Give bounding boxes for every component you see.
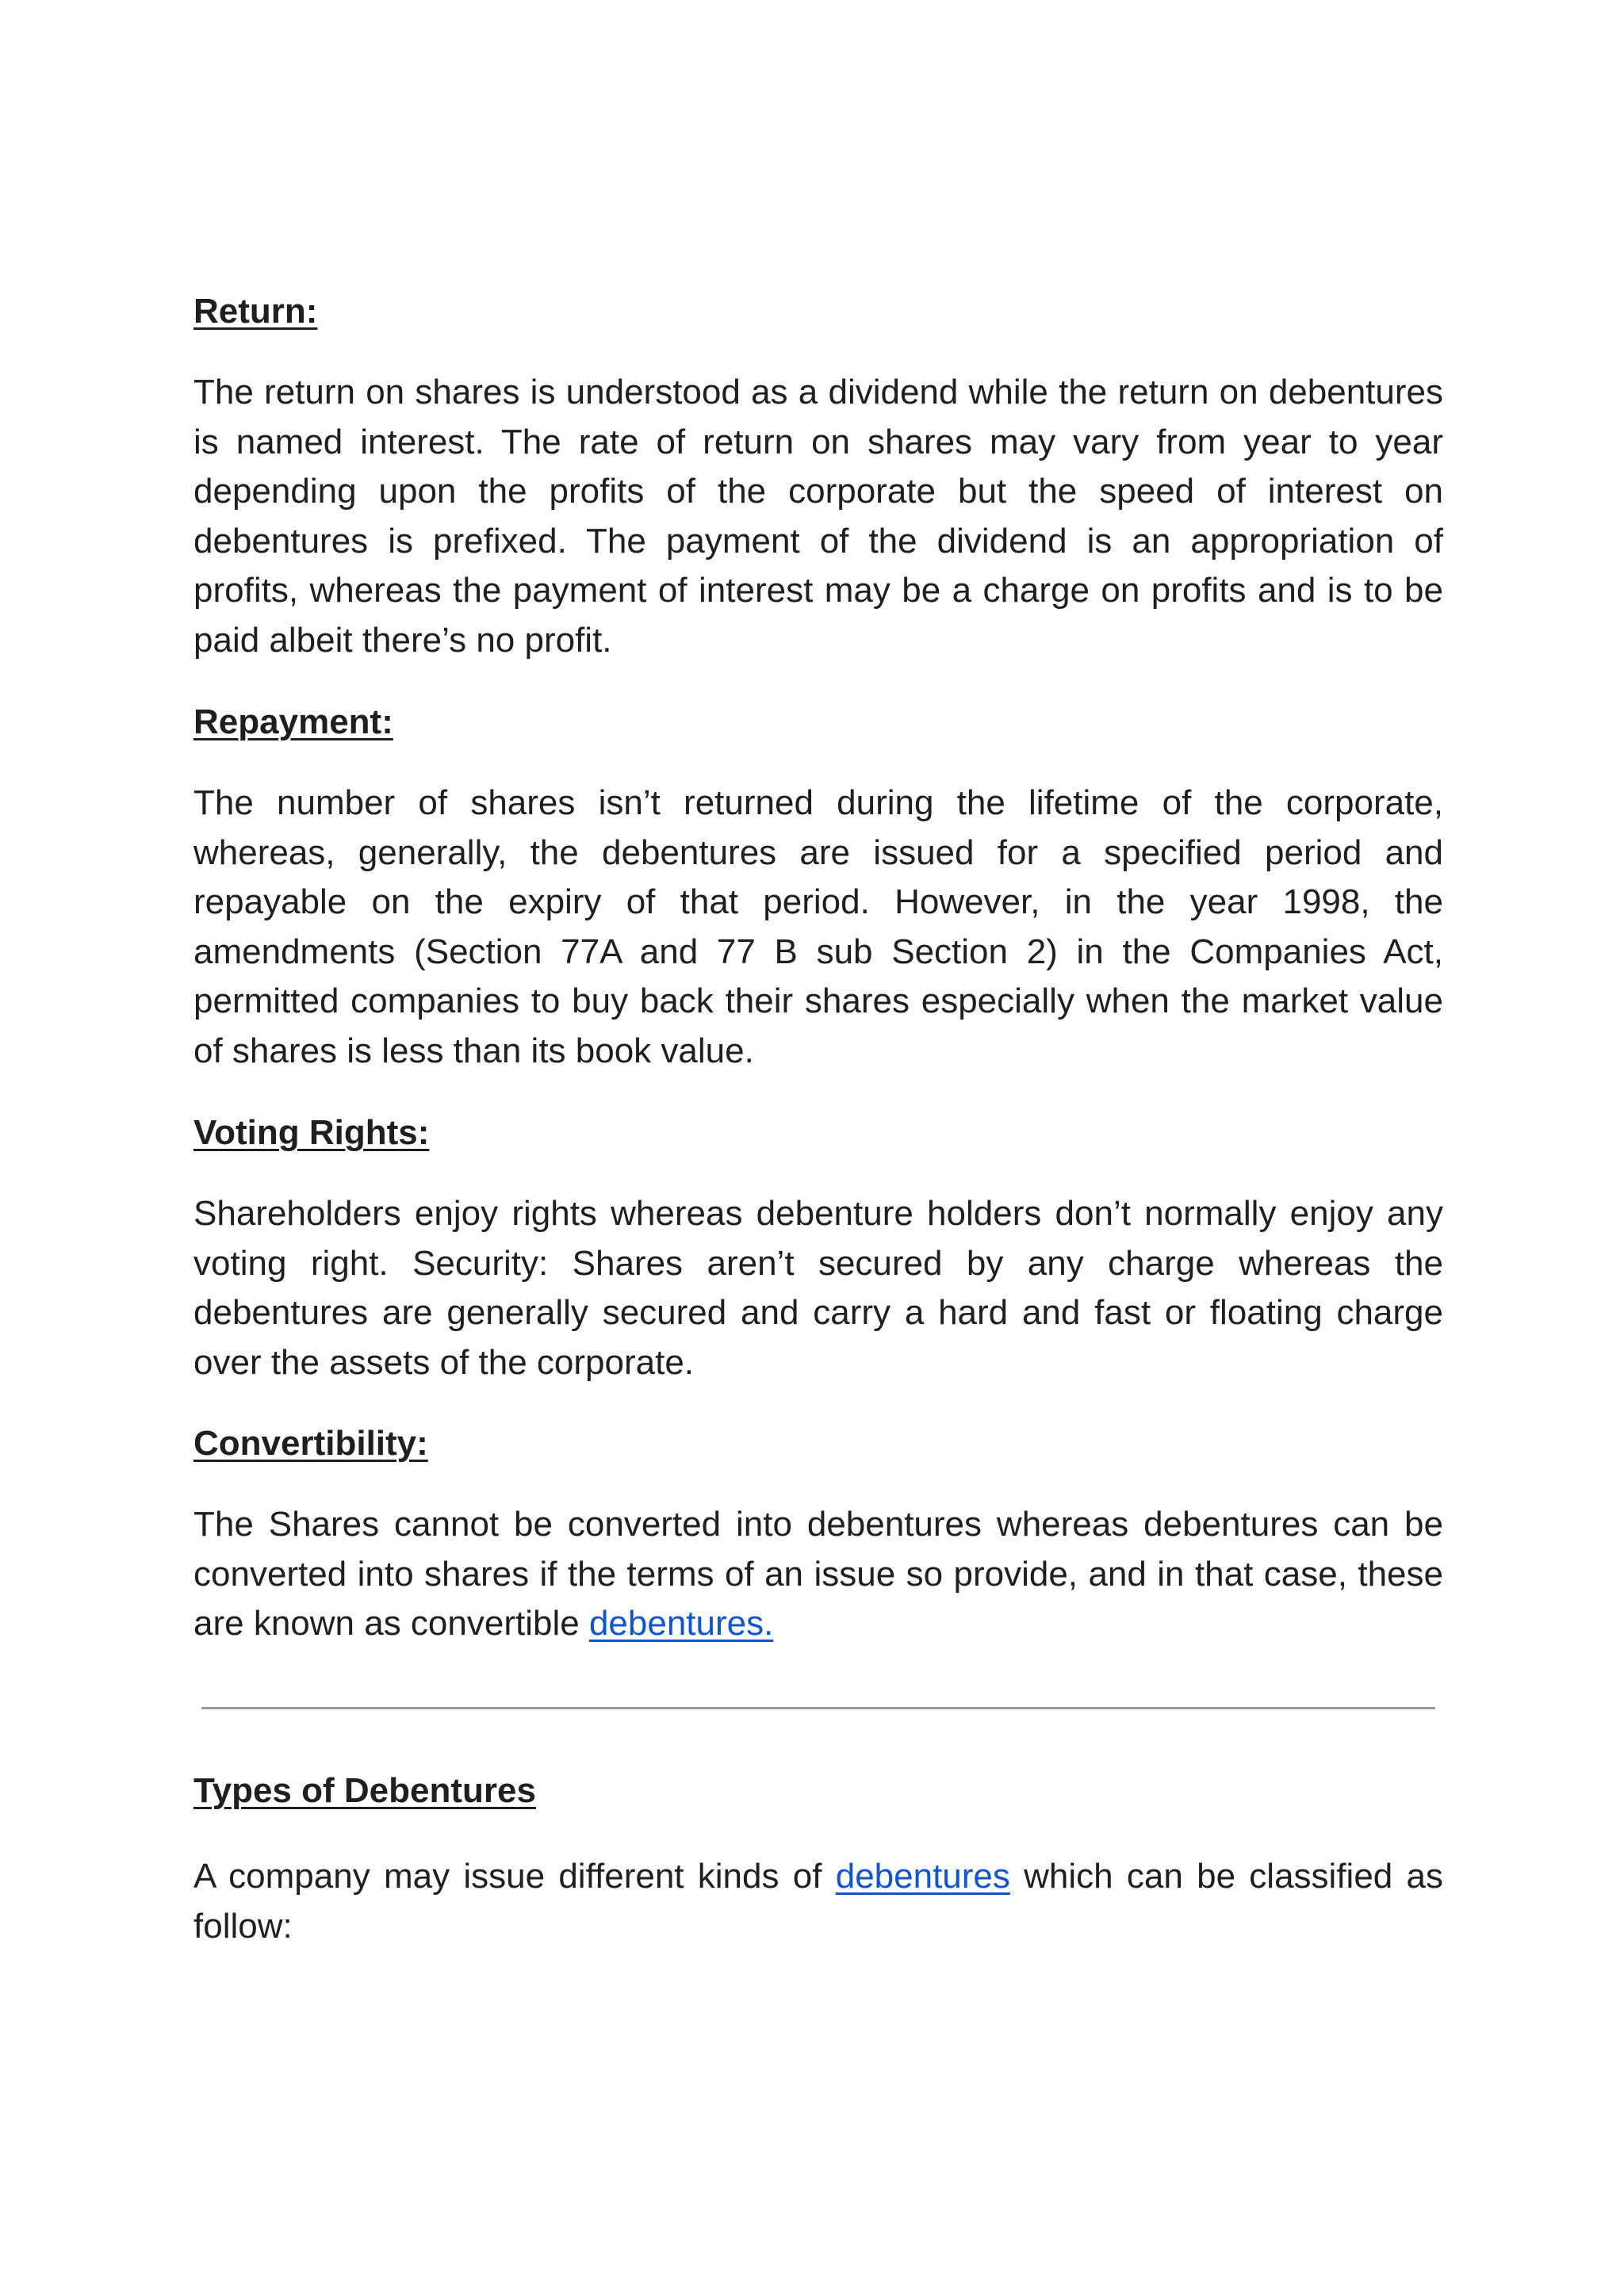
types-text-after: which can be classified as follow: xyxy=(193,1857,1443,1946)
heading-return: Return: xyxy=(193,292,318,331)
debentures-link[interactable]: debentures. xyxy=(588,1604,774,1643)
heading-convertibility: Convertibility: xyxy=(193,1424,428,1463)
heading-types-of-debentures: Types of Debentures xyxy=(193,1771,536,1810)
types-text-before: A company may issue different kinds of xyxy=(193,1857,836,1896)
section-types-of-debentures xyxy=(193,1766,1443,1951)
debentures-link-types[interactable]: debentures xyxy=(835,1857,1010,1896)
paragraph-convertibility xyxy=(193,1500,1443,1649)
section-convertibility xyxy=(193,1419,1443,1649)
horizontal-divider xyxy=(201,1707,1435,1709)
section-voting-rights xyxy=(193,1108,1443,1387)
paragraph-voting-rights: Shareholders enjoy rights whereas debenture holders don’t normally enjoy any voting right. Security: Shares aren’t secured by any charge whereas the debentures are generally secured and carry a hard and fast or floating charge over the assets of the corporate. xyxy=(193,1194,1443,1382)
section-return xyxy=(193,287,1443,665)
heading-voting-rights: Voting Rights: xyxy=(193,1113,430,1152)
paragraph-types-of-debentures xyxy=(193,1852,1443,1951)
heading-repayment: Repayment: xyxy=(193,702,393,741)
convertibility-text: The Shares cannot be converted into debentures whereas debentures can be converted into shares if the terms of an issue so provide, and in that case, these are known as convertible xyxy=(193,1505,1443,1643)
paragraph-repayment: The number of shares isn’t returned during the lifetime of the corporate, whereas, generally, the debentures are issued for a specified period and repayable on the expiry of that period. However, in the year 1998, the amendments (Section 77A and 77 B sub Section 2) in the Companies Act, permitted companies to buy back their shares especially when the market value of shares is less than its book value. xyxy=(193,783,1443,1070)
paragraph-return: The return on shares is understood as a dividend while the return on debentures is named interest. The rate of return on shares may vary from year to year depending upon the profits of the corporate but the speed of interest on debentures is prefixed. The payment of the dividend is an appropriation of profits, whereas the payment of interest may be a charge on profits and is to be paid albeit there’s no profit. xyxy=(193,373,1443,660)
section-repayment xyxy=(193,698,1443,1076)
